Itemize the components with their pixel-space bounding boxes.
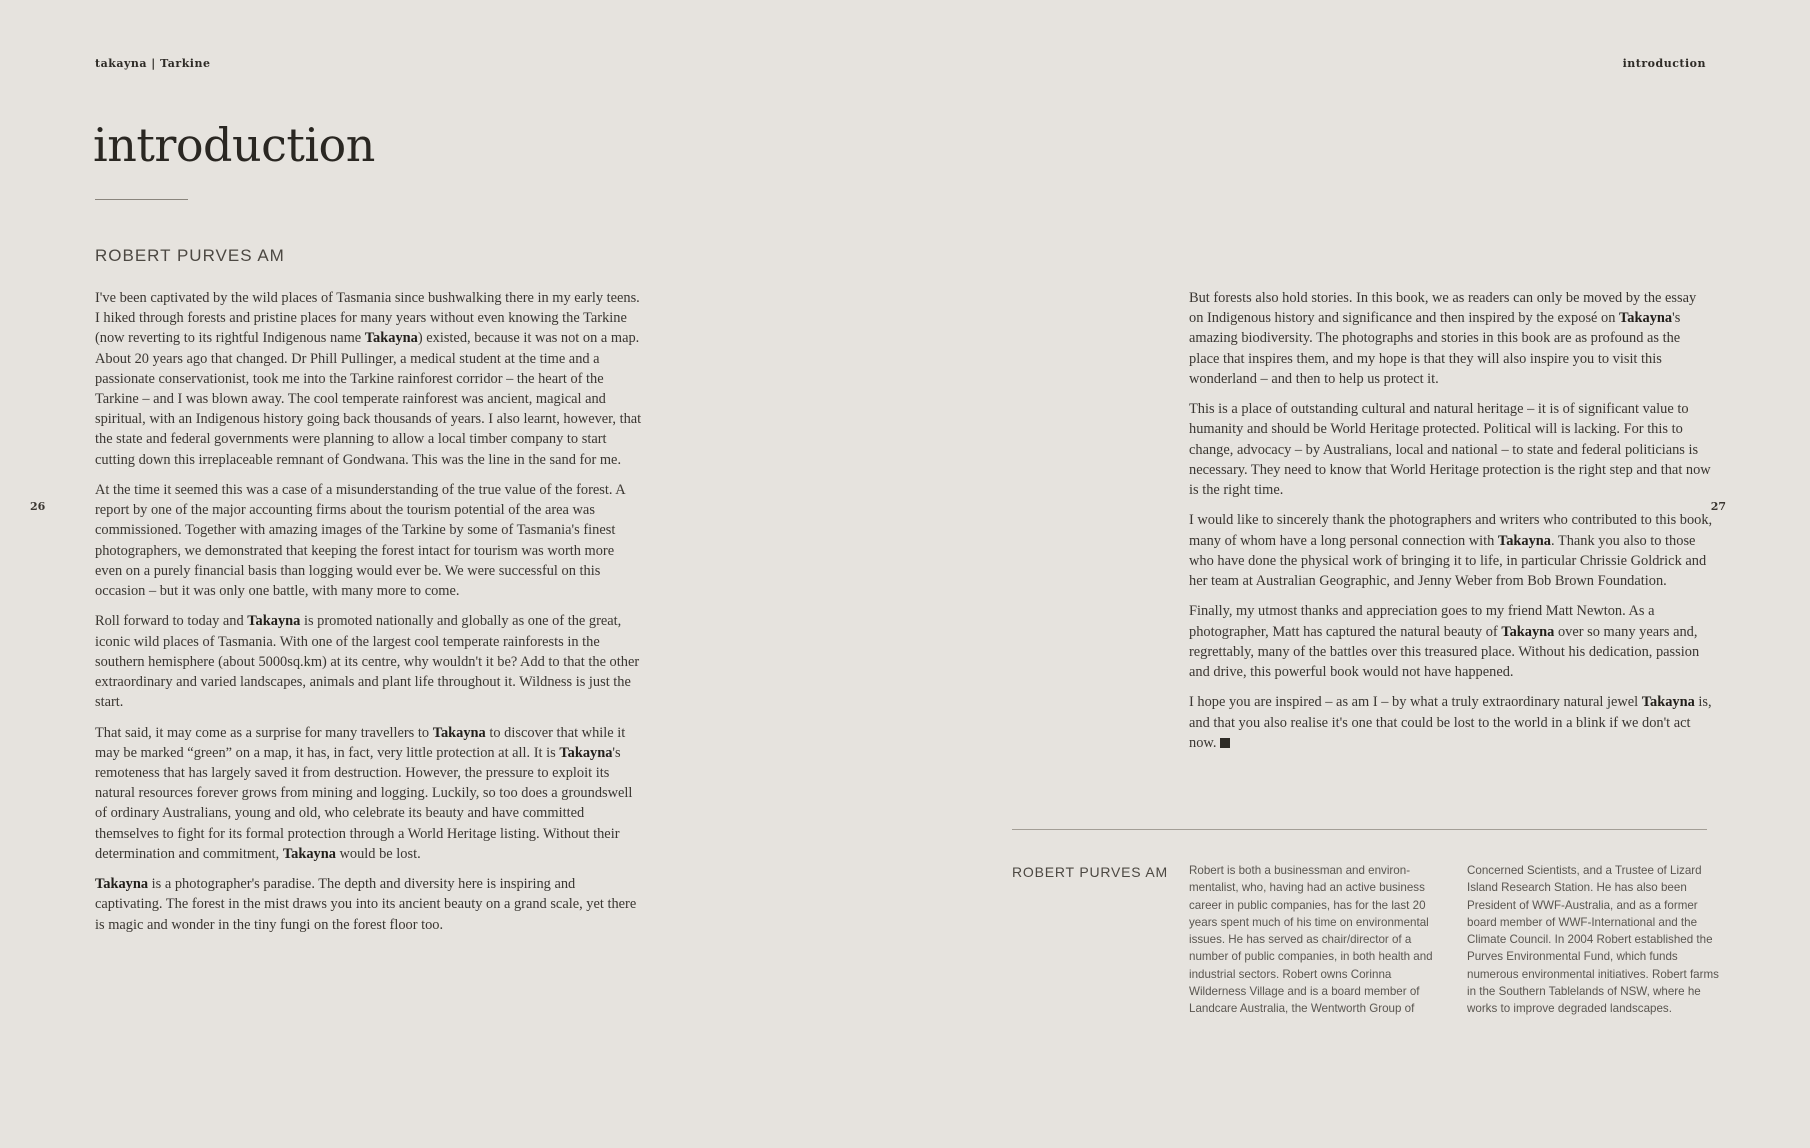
text-run: is promoted nationally and globally as one of the great, iconic wild places of Tasmania. With one of the largest cool temperate rainforests in the southern hemisphere (about 5000sq.km) at its centre, why wouldn't it be? Add to that the other extraordinary and varied landscapes, animals and plant life throughout it. Wildness is just the start. [95,613,640,711]
text-run: I've been captivated by the wild places of Tasmania since bushwalking there in my early teens. I hiked through forests and pristine places for many years without even knowing the Tarkine (now reverting to its rightful Indigenous name [95,290,640,347]
text-run: But forests also hold stories. In this book, we as readers can only be moved by the essay on Indigenous history and significance and then inspired by the exposé on [1189,290,1697,327]
paragraph [1189,288,1713,389]
text-run: is, and that you also realise it's one that could be lost to the world in a blink if we don't act now. [1189,694,1712,751]
paragraph [95,723,643,864]
bio-name: ROBERT PURVES AM [1012,864,1168,880]
author-byline: ROBERT PURVES AM [95,246,285,265]
bold-term: Takayna [247,613,301,630]
text-run: Roll forward to today and [95,613,248,630]
paragraph [95,874,643,935]
bio-text: Robert is both a businessman and environ-mentalist, who, having had an active business career in public companies, has for the last 20 years spent much of his time on environmental issues. He has served as chair/director of a number of public companies, in both health and industrial sectors. Robert owns Corinna Wilderness Village and is a board member of Landcare Australia, the Wentworth Group of [1189,864,1433,1016]
bold-term: Takayna [559,744,613,761]
paragraph [1189,399,1713,500]
text-run: over so many years and, regrettably, many of the battles over this treasured place. Without his dedication, passion and drive, this powerful book would not have happened. [1189,623,1700,681]
text-run: I would like to sincerely thank the photographers and writers who contributed to this book, many of whom have a long personal connection with [1189,512,1713,549]
paragraph [1189,601,1713,682]
bold-term: Takayna [364,330,418,347]
body-column-left [95,288,643,945]
bold-term: Takayna [95,876,149,893]
bio-text: Concerned Scientists, and a Trustee of Lizard Island Research Station. He has also been President of WWF-Australia, and as a former board member of WWF-International and the Climate Council. In 2004 Robert established the Purves Environmental Fund, which funds numerous environmental initiatives. Robert farms in the Southern Tablelands of NSW, where he works to improve degraded landscapes. [1467,864,1719,1016]
bold-term: Takayna [432,724,486,741]
page-number-left: 26 [30,500,46,513]
paragraph [95,288,643,470]
running-header-right: introduction [1622,57,1706,70]
text-run: This is a place of outstanding cultural and natural heritage – it is of significant value to humanity and should be World Heritage protected. Political will is lacking. For this to change, advocacy – by Australians, local and national – to state and federal politicians is necessary. They need to know that World Heritage protection is the right step and that now is the right time. [1189,401,1711,499]
bold-term: Takayna [282,845,336,862]
text-run: to discover that while it may be marked “green” on a map, it has, in fact, very little protection at all. It is [95,724,626,761]
text-run: Finally, my utmost thanks and appreciation goes to my friend Matt Newton. As a photographer, Matt has captured the natural beauty of [1189,603,1655,640]
paragraph [1189,510,1713,591]
text-run: is a photographer's paradise. The depth and diversity here is inspiring and captivating. The forest in the mist draws you into its ancient beauty on a grand scale, yet there is magic and wonder in the tiny fungi on the forest floor too. [95,876,637,933]
text-run: 's amazing biodiversity. The photographs and stories in this book are as profound as the place that inspires them, and my hope is that they will also inspire you to visit this wonderland – and then to help us protect it. [1189,310,1681,387]
body-column-right [1189,288,1713,763]
text-run: ) existed, because it was not on a map. About 20 years ago that changed. Dr Phill Pullinger, a medical student at the time and a passionate conservationist, took me into the Tarkine rainforest corridor – the heart of the Tarkine – and I was blown away. The cool temperate rainforest was ancient, magical and spiritual, with an Indigenous history going back thousands of years. I also learnt, however, that the state and federal governments were planning to allow a local timber company to start cutting down this irreplaceable remnant of Gondwana. This was the line in the sand for me. [95,330,642,468]
text-run: That said, it may come as a surprise for many travellers to [95,724,433,741]
paragraph [95,480,643,601]
end-mark [1220,738,1230,748]
text-run: 's remoteness that has largely saved it from destruction. However, the pressure to exploit its natural resources forever grows from mining and logging. Luckily, so too does a groundswell of ordinary Australians, young and old, who celebrate its beauty and have committed themselves to fight for its formal protection through a World Heritage listing. Without their determination and commitment, [95,744,633,862]
paragraph [1189,692,1713,753]
bio-divider [1012,829,1707,830]
text-run: . Thank you also to those who have done the physical work of bringing it to life, in particular Chrissie Goldrick and her team at Australian Geographic, and Jenny Weber from Bob Brown Foundation. [1189,532,1707,590]
paragraph [95,611,643,712]
page-title: introduction [93,118,375,172]
page-number-right: 27 [1710,500,1726,513]
title-divider [95,199,188,200]
text-run: would be lost. [335,845,421,862]
bold-term: Takayna [1619,310,1673,327]
running-header-left: takayna | Tarkine [95,57,211,70]
bold-term: Takayna [1641,694,1695,711]
text-run: At the time it seemed this was a case of a misunderstanding of the true value of the forest. A report by one of the major accounting firms about the tourism potential of the area was commissioned. Together with amazing images of the Tarkine by some of Tasmania's finest photographers, we demonstrated that keeping the forest intact for tourism was worth more even on a purely financial basis than logging would ever be. We were successful on this occasion – but it was only one battle, with many more to come. [95,482,625,600]
bio-column-2 [1467,862,1729,1018]
text-run: I hope you are inspired – as am I – by what a truly extraordinary natural jewel [1189,694,1642,711]
bio-column-1 [1189,862,1444,1018]
bold-term: Takayna [1497,532,1551,549]
bold-term: Takayna [1501,623,1555,640]
